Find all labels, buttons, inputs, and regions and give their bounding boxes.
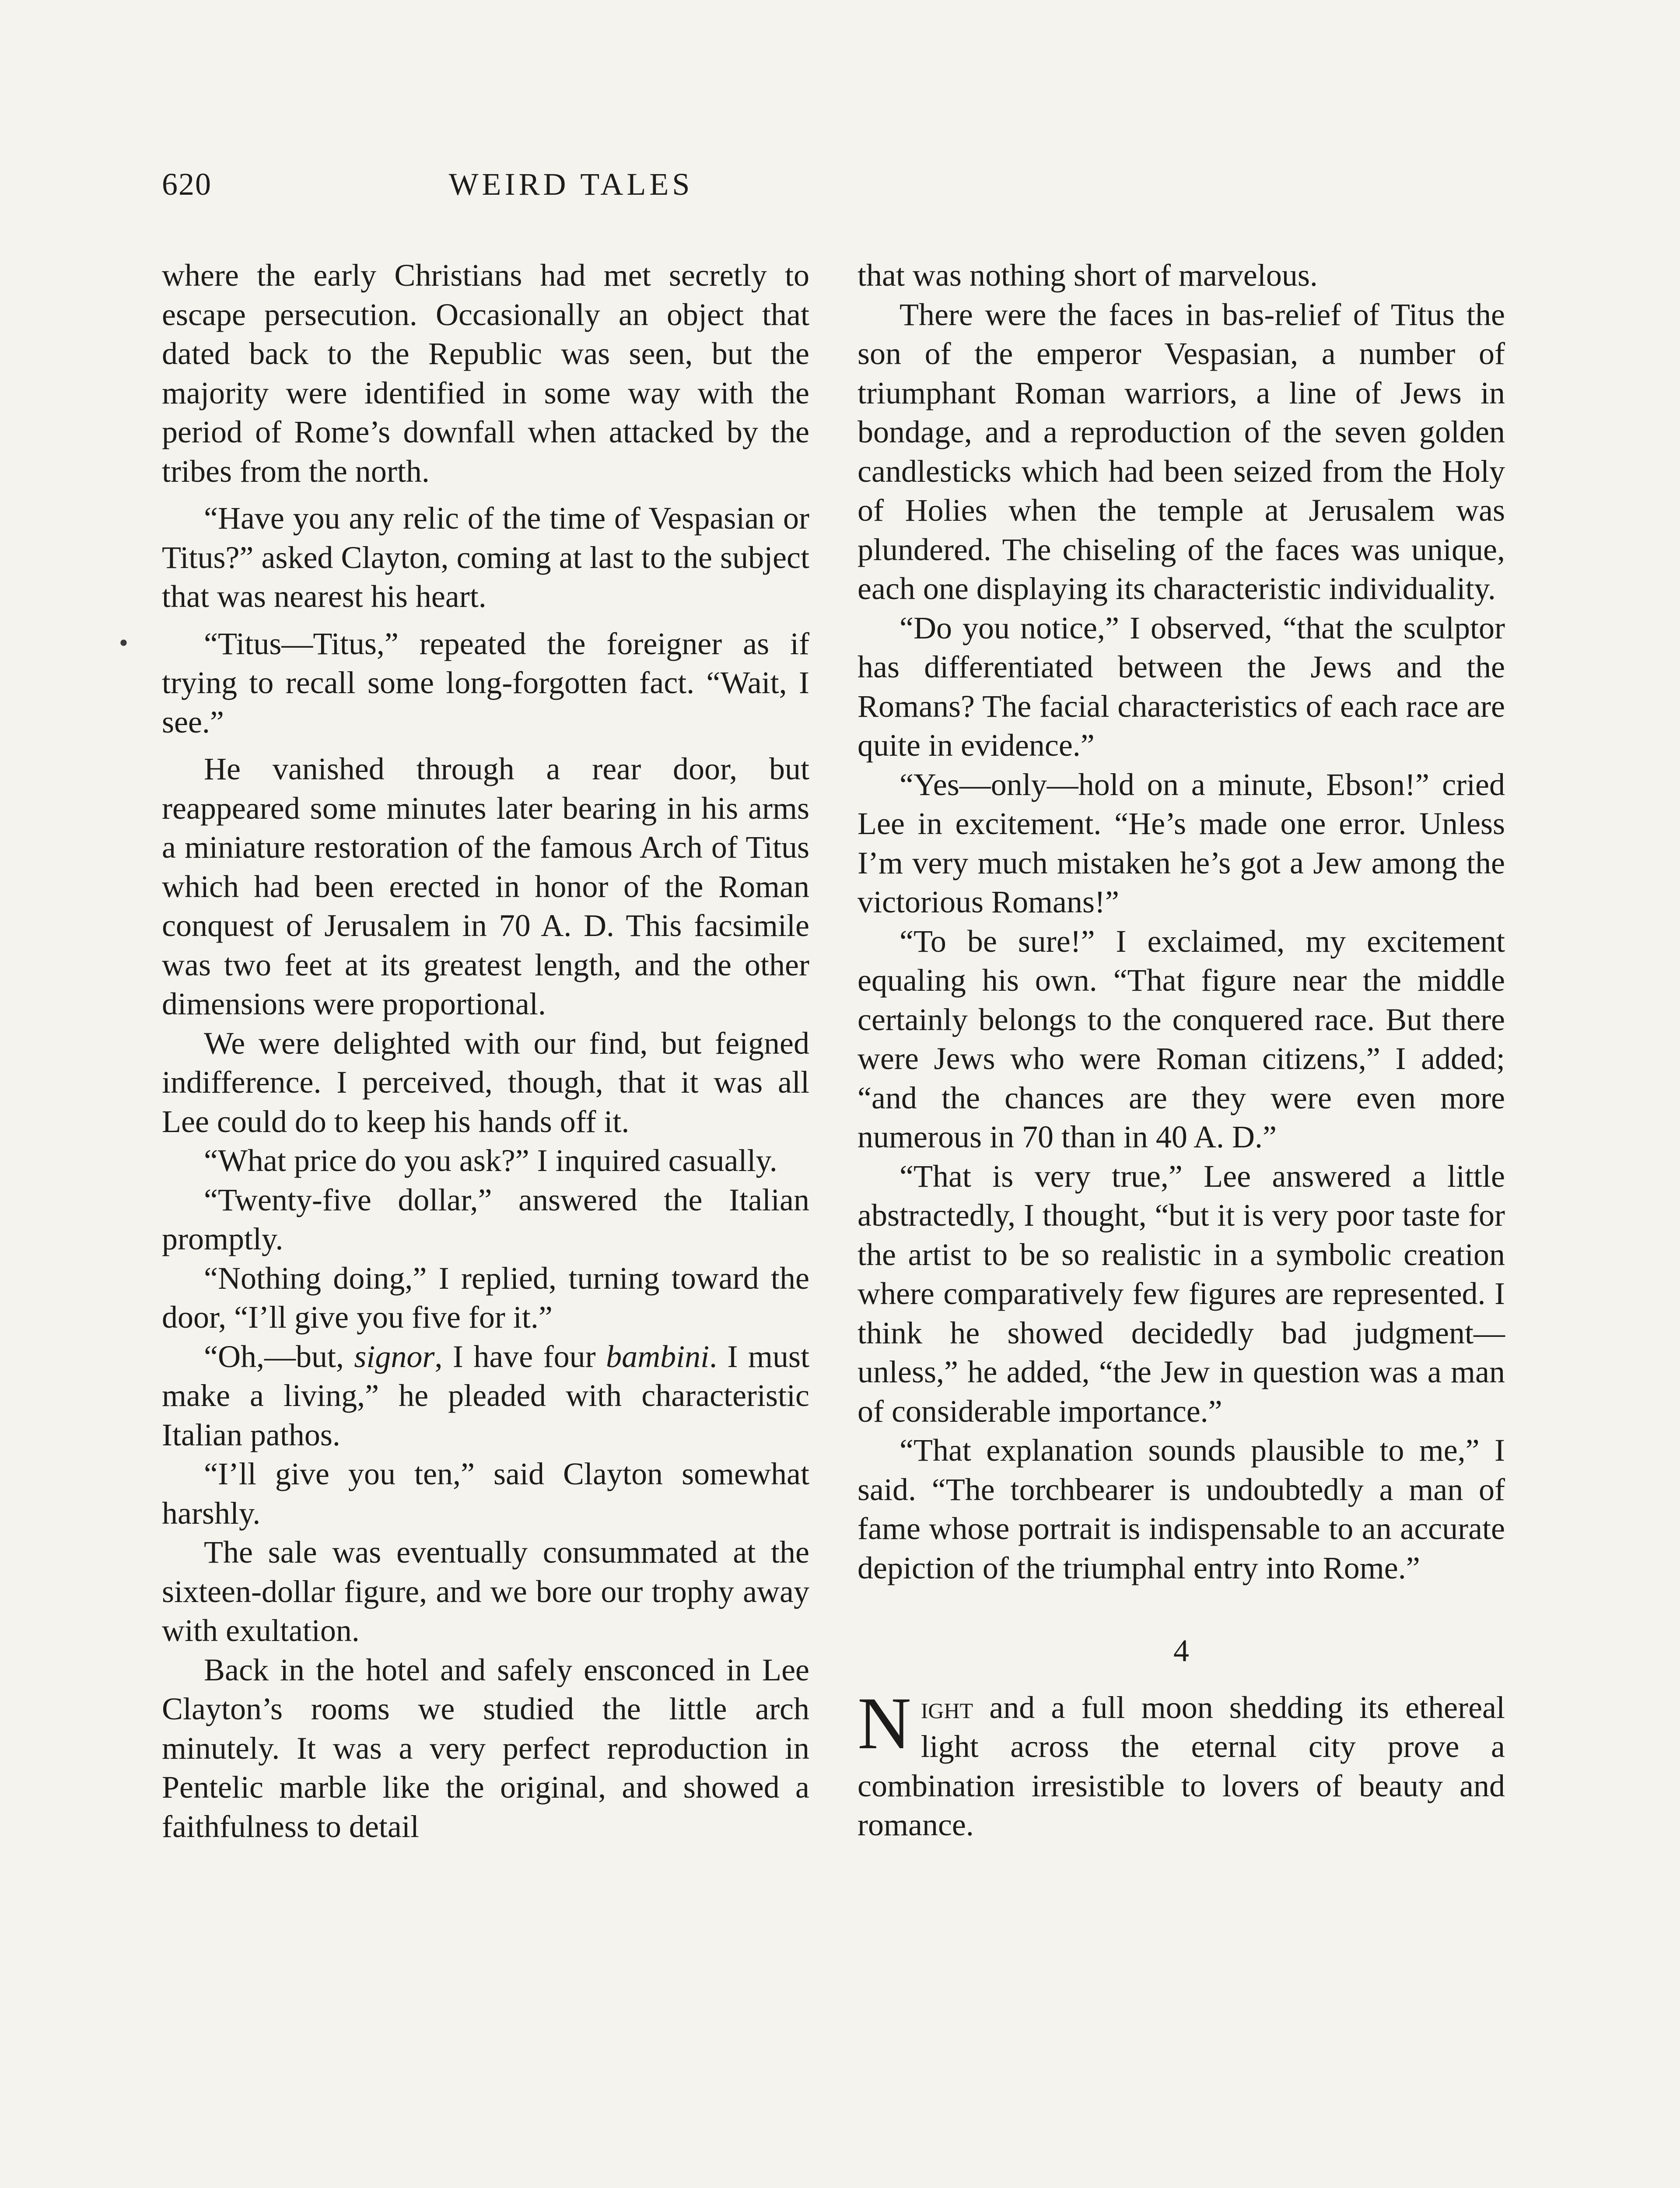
running-head: WEIRD TALES (448, 167, 693, 202)
paragraph: We were delighted with our find, but feigned indifference. I perceived, though, that it was all Lee could do to keep his hands off it. (162, 1025, 809, 1139)
paragraph: “Yes—only—hold on a minute, Ebson!” cried Lee in excitement. “He’s made one error. Unless I’m very much mistaken he’s got a Jew among the victorious Romans!” (858, 767, 1505, 919)
small-caps-lead: ight (920, 1690, 973, 1725)
paragraph: “Oh,—but, signor, I have four bambini. I must make a living,” he pleaded with characteristic Italian pathos. (162, 1339, 809, 1452)
paragraph: “That is very true,” Lee answered a little abstractedly, I thought, “but it is very poor taste for the artist to be so realistic in a symbolic creation where comparatively few figures are represented. I think he showed decidedly bad judgment—unless,” he added, “the Jew in question was a man of considerable importance.” (858, 1158, 1505, 1429)
drop-cap: N (858, 1682, 911, 1764)
paragraph: There were the faces in bas-relief of Titus the son of the emperor Vespasian, a number of triumphant Roman warriors, a line of Jews in bondage, and a reproduction of the seven golden candlesticks which had been seized from the Holy of Holies when the temple at Jerusalem was plundered. The chiseling of the faces was unique, each one displaying its characteristic individuality. (858, 297, 1505, 606)
paragraph: “What price do you ask?” I inquired casually. (204, 1143, 777, 1178)
paragraph: He vanished through a rear door, but reappeared some minutes later bearing in his arms a miniature restoration of the famous Arch of Titus which had been erected in honor of the Roman conquest of Jerusalem in 70 A. D. This facsimile was two feet at its greatest length, and the other dimensions were proportional. (162, 751, 809, 1021)
page-header (162, 166, 980, 210)
section-opening-text: and a full moon shedding its ethereal light across the eternal city prove a combination irresistible to lovers of beauty and romance. (858, 1690, 1505, 1842)
paragraph: “Have you any relic of the time of Vespasian or Titus?” asked Clayton, coming at last to the subject that was nearest his heart. (162, 501, 809, 614)
page-number: 620 (162, 167, 212, 202)
paragraph: “Do you notice,” I observed, “that the sculptor has differentiated between the Jews and the Romans? The facial characteristics of each race are quite in evidence.” (858, 610, 1505, 763)
paragraph: The sale was eventually consummated at the sixteen-dollar figure, and we bore our trophy away with exultation. (162, 1535, 809, 1648)
right-column (858, 256, 1505, 1845)
paragraph: “Twenty-five dollar,” answered the Italian promptly. (162, 1182, 809, 1256)
paragraph: “That explanation sounds plausible to me,” I said. “The torchbearer is undoubtedly a man of fame whose portrait is indispensable to an accurate depiction of the triumphal entry into Rome.” (858, 1433, 1505, 1585)
paragraph: “Nothing doing,” I replied, turning toward the door, “I’ll give you five for it.” (162, 1260, 809, 1335)
section-number: 4 (1173, 1633, 1189, 1668)
left-column (162, 256, 809, 1846)
paragraph: “I’ll give you ten,” said Clayton somewhat harshly. (162, 1456, 809, 1531)
paragraph: “Titus—Titus,” repeated the foreigner as if trying to recall some long-forgotten fact. “Wait, I see.” (162, 626, 809, 740)
paragraph: that was nothing short of marvelous. (858, 258, 1318, 293)
paragraph: Back in the hotel and safely ensconced in Lee Clayton’s rooms we studied the little arch minutely. It was a very perfect reproduction in Pentelic marble like the original, and showed a faithfulness to detail (162, 1652, 809, 1844)
paragraph: “To be sure!” I exclaimed, my excitement equaling his own. “That figure near the middle certainly belongs to the conquered race. But there were Jews who were Roman citizens,” I added; “and the chances are they were even more numerous in 70 than in 40 A. D.” (858, 923, 1505, 1154)
margin-mark: • (119, 628, 129, 657)
section-opening-paragraph (858, 1682, 1505, 1845)
paragraph: where the early Christians had met secretly to escape persecution. Occasionally an object that dated back to the Republic was seen, but the majority were identified in some way with the period of Rome’s downfall when attacked by the tribes from the north. (162, 258, 809, 489)
